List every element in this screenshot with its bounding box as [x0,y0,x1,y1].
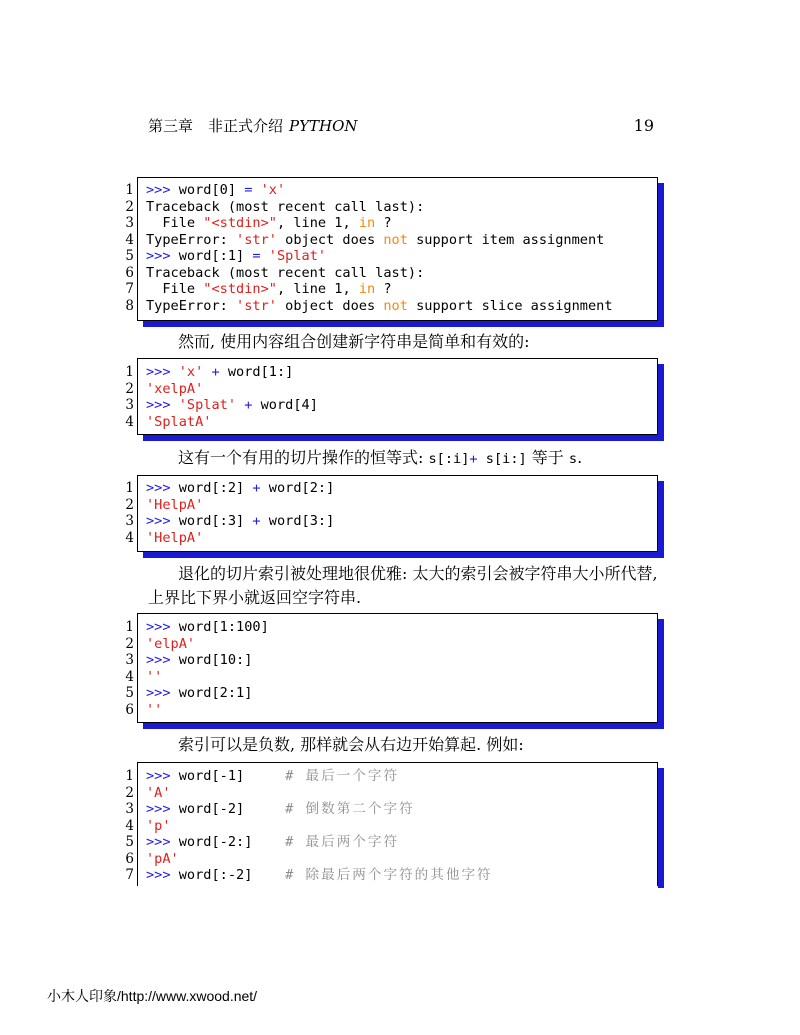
code-line [125,834,657,851]
code-plain [203,364,211,380]
code-line [125,668,657,686]
line-number: 6 [125,701,134,718]
line-number: 5 [125,834,134,851]
code-comment: # 倒数第二个字符 [285,801,415,818]
code-plain: word[1:] [219,364,294,380]
code-line [125,496,657,514]
code-listing [125,475,658,552]
paragraph-line: 上界比下界小就返回空字符串. [148,588,362,607]
code-line [125,198,657,216]
line-number: 1 [125,619,134,635]
code-plain: word[-2] [170,801,286,818]
line-number: 3 [125,652,134,669]
code-string: 'p' [146,817,171,834]
code-line [125,685,657,702]
inline-code: s [568,451,578,467]
code-line [125,850,657,868]
code-plain: word[4] [252,397,318,414]
line-number: 5 [125,685,134,702]
code-prompt: >>> [146,513,171,530]
code-plain: support slice assignment [407,297,613,314]
code-line [125,264,657,282]
code-operator: + [211,364,220,380]
code-prompt: >>> [146,248,171,265]
code-string: 'x' [178,364,204,380]
line-number: 4 [125,413,134,430]
page-number: 19 [633,116,654,135]
line-number: 8 [125,297,134,314]
paragraph-text: 索引可以是负数, 那样就会从右边开始算起. 例如: [178,735,524,754]
code-plain: word[0] [170,182,245,198]
code-line [125,619,657,636]
line-number: 4 [125,817,134,834]
code-prompt: >>> [146,801,171,818]
code-listing [125,613,658,723]
code-line [125,513,657,530]
code-line [125,182,657,199]
code-plain: File [146,215,204,232]
code-plain [261,248,269,264]
code-line [125,397,657,414]
code-line [125,529,657,547]
line-number: 4 [125,231,134,248]
paragraph [148,733,655,757]
code-plain: TypeError: [146,297,237,314]
line-number: 2 [125,198,134,215]
code-prompt: >>> [146,834,171,851]
line-number: 2 [125,784,134,801]
code-keyword: in [358,281,376,298]
paragraph [148,446,655,471]
code-prompt: >>> [146,685,171,702]
code-line [125,867,657,884]
paragraph [148,330,655,354]
code-line [125,480,657,497]
code-plain: word[2:] [260,480,335,496]
code-operator: = [252,248,261,265]
code-string: 'elpA' [146,635,196,652]
code-plain [252,182,260,198]
code-plain: word[:1] [170,248,253,265]
paragraph-text: 等于 [526,448,569,467]
code-line [125,801,657,818]
code-line [125,248,657,265]
code-string: 'SplatA' [146,413,212,430]
line-number: 5 [125,248,134,265]
code-line [125,380,657,398]
code-listing [125,177,658,321]
chapter-title-text: 非正式介绍 [208,117,284,135]
code-operator: + [244,397,253,414]
chapter-number: 第三章 [148,117,194,135]
inline-code: s[i:] [477,451,527,467]
line-number: 4 [125,668,134,685]
code-line [125,701,657,719]
line-number: 6 [125,264,134,281]
code-string: "<stdin>" [203,281,277,298]
code-line [125,784,657,802]
chapter-title [208,116,358,136]
code-operator: = [244,182,253,198]
code-prompt: >>> [146,867,171,884]
line-number: 1 [125,768,134,784]
line-number: 2 [125,380,134,397]
code-string: 'HelpA' [146,496,204,513]
code-line [125,652,657,669]
code-listing [125,762,658,886]
code-operator: + [252,480,261,496]
code-plain: word[:2] [170,480,253,496]
inline-code: s[:i] [428,451,470,467]
code-plain: , line 1, [276,281,359,298]
code-plain: object does [276,231,384,248]
code-string: '' [146,701,163,718]
code-plain: File [146,281,204,298]
code-prompt: >>> [146,364,171,380]
code-plain: word[-1] [170,768,286,784]
line-number: 3 [125,215,134,232]
code-prompt: >>> [146,768,171,784]
chapter-title-latin: PYTHON [289,117,358,135]
code-string: 'Splat' [268,248,327,265]
code-prompt: >>> [146,182,171,198]
code-plain: support item assignment [407,231,605,248]
line-number: 2 [125,635,134,652]
line-number: 7 [125,281,134,298]
paragraph-text: 这有一个有用的切片操作的恒等式: [178,448,429,467]
inline-code-operator: + [469,451,478,467]
code-string: 'x' [260,182,286,198]
code-plain: TypeError: [146,231,237,248]
code-line [125,635,657,653]
line-number: 6 [125,850,134,867]
code-line [125,231,657,249]
code-string: 'pA' [146,850,179,867]
line-number: 3 [125,397,134,414]
code-plain: ? [375,215,392,232]
code-plain [236,397,244,413]
code-operator: + [252,513,261,530]
code-plain: Traceback (most recent call last): [146,264,425,281]
paragraph-text: . [577,448,583,467]
code-prompt: >>> [146,619,171,635]
code-plain: , line 1, [276,215,359,232]
code-plain: word[:3] [170,513,253,530]
code-line [125,364,657,381]
line-number: 1 [125,364,134,380]
paragraph [148,562,658,610]
code-plain: Traceback (most recent call last): [146,198,425,215]
code-prompt: >>> [146,652,171,669]
code-keyword: not [383,231,408,248]
code-plain [171,364,179,380]
code-keyword: in [358,215,376,232]
paragraph-line: 退化的切片索引被处理地很优雅: 太大的索引会被字符串大小所代替, [178,564,658,583]
code-string: 'Splat' [178,397,237,414]
code-plain: word[-2:] [170,834,286,851]
code-keyword: not [383,297,408,314]
code-plain: word[:-2] [170,867,286,884]
code-prompt: >>> [146,397,171,414]
code-plain: ? [375,281,392,298]
code-line [125,768,657,785]
code-string: '' [146,668,163,685]
code-plain [171,397,179,413]
code-string: 'str' [236,231,277,248]
code-comment: # 除最后两个字符的其他字符 [285,867,493,884]
line-number: 3 [125,513,134,530]
line-number: 4 [125,529,134,546]
code-string: 'xelpA' [146,380,204,397]
code-plain: word[2:1] [170,685,253,702]
code-line [125,281,657,298]
code-comment: # 最后一个字符 [285,768,400,784]
code-string: "<stdin>" [203,215,277,232]
code-string: 'HelpA' [146,529,204,546]
code-string: 'A' [146,784,171,801]
line-number: 7 [125,867,134,884]
code-listing [125,358,658,435]
code-line [125,817,657,835]
code-line [125,215,657,232]
paragraph-text: 然而, 使用内容组合创建新字符串是简单和有效的: [178,332,530,351]
code-line [125,413,657,431]
code-plain: word[10:] [170,652,253,669]
code-prompt: >>> [146,480,171,496]
code-string: 'str' [236,297,277,314]
line-number: 2 [125,496,134,513]
code-plain: word[3:] [260,513,335,530]
footer-watermark: 小木人印象/http://www.xwood.net/ [47,988,258,1004]
line-number: 1 [125,182,134,198]
code-plain: object does [276,297,384,314]
code-line [125,297,657,315]
line-number: 3 [125,801,134,818]
code-comment: # 最后两个字符 [285,834,400,851]
line-number: 1 [125,480,134,496]
code-plain: word[1:100] [170,619,269,635]
